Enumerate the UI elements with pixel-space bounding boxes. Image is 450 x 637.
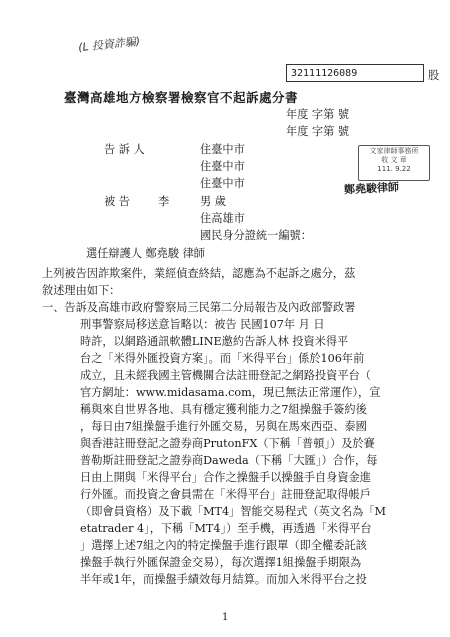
body-line: 」選擇上述7組之內的特定操盤手進行跟單（即全權委託該 [80,539,367,552]
stamp-firm: 文家律師事務所 [369,147,419,155]
body-line: 台之「米得外匯投資方案」。而「米得平台」係於106年前 [80,352,365,365]
body-line: 稱與來自世界各地、具有穩定獲利能力之7組操盤手簽約後 [80,403,367,416]
defense-counsel: 選任辯護人 鄭堯駿 律師 [86,247,205,260]
complainant-address: 住臺中市 [200,143,245,156]
body-line: 成立，且未經我國主管機關合法註冊登記之網路投資平台（ [80,369,371,382]
body-line: 半年或1年，而操盤手績效每月結算。而加入米得平台之投 [80,573,367,586]
complainant-address: 住臺中市 [200,177,245,190]
body-line: 一、告訴及高雄市政府警察局三民第二分局報告及內政部警政署 [42,301,356,314]
complainant-label: 告 訴 人 [104,143,145,156]
body-line: 普勒斯註冊登記之證券商Daweda（下稱「大匯」）合作，每 [80,454,378,467]
stamp-label: 收 文 章 [381,156,407,164]
body-line: ，每日由7組操盤手進行外匯交易，另與在馬來西亞、泰國 [80,420,367,433]
document-title: 臺灣高雄地方檢察署檢察官不起訴處分書 [64,90,299,105]
handwritten-note: (L 投資詐騙) [77,34,141,55]
body-line: 時許，以網路通訊軟體LINE邀約告訴人林 投資米得平 [80,335,349,348]
body-line: 日由上開與「米得平台」合作之操盤手以操盤手自身資金進 [80,471,371,484]
case-number-line-1: 年度 字第 號 [286,108,350,121]
stamp-date: 111. 9.22 [377,165,411,173]
defendant-id-label: 國民身分證統一編號： [200,229,312,242]
lawyer-signature: 鄭堯駿律師 [343,180,400,197]
complainant-address: 住臺中市 [200,160,245,173]
received-stamp [358,145,430,181]
page-number: 1 [222,612,229,623]
defendant-address: 住高雄市 [200,212,245,225]
serial-number: 32111126089 [291,68,358,79]
defendant-name: 李 [158,195,170,208]
body-line: 官方網址：www.midasama.com，現已無法正常運作），宣 [80,386,381,399]
body-line: 與香港註冊登記之證券商PrutonFX（下稱「普頓」）及於賽 [80,437,375,450]
body-line: 刑事警察局移送意旨略以：被告 民國107年 月 日 [80,318,325,331]
body-line: 上列被告因詐欺案件，業經偵查終結，認應為不起訴之處分，茲 [42,267,356,280]
case-number-line-2: 年度 字第 號 [286,125,350,138]
defendant-sex-age: 男 歲 [200,195,226,208]
serial-suffix: 股 [428,69,440,82]
body-line: （即會員資格）及下載「MT4」智能交易程式（英文名為「M [80,505,386,518]
body-line: etatrader 4」，下稱「MT4」）至手機，再透過「米得平台 [80,522,372,535]
body-line: 行外匯。而投資之會員需在「米得平台」註冊登記取得帳戶 [80,488,371,501]
body-line: 操盤手執行外匯保證金交易），每次選擇1組操盤手期限為 [80,556,362,569]
serial-number-box [286,64,424,82]
body-line: 敘述理由如下： [42,284,121,297]
defendant-label: 被 告 [104,195,130,208]
